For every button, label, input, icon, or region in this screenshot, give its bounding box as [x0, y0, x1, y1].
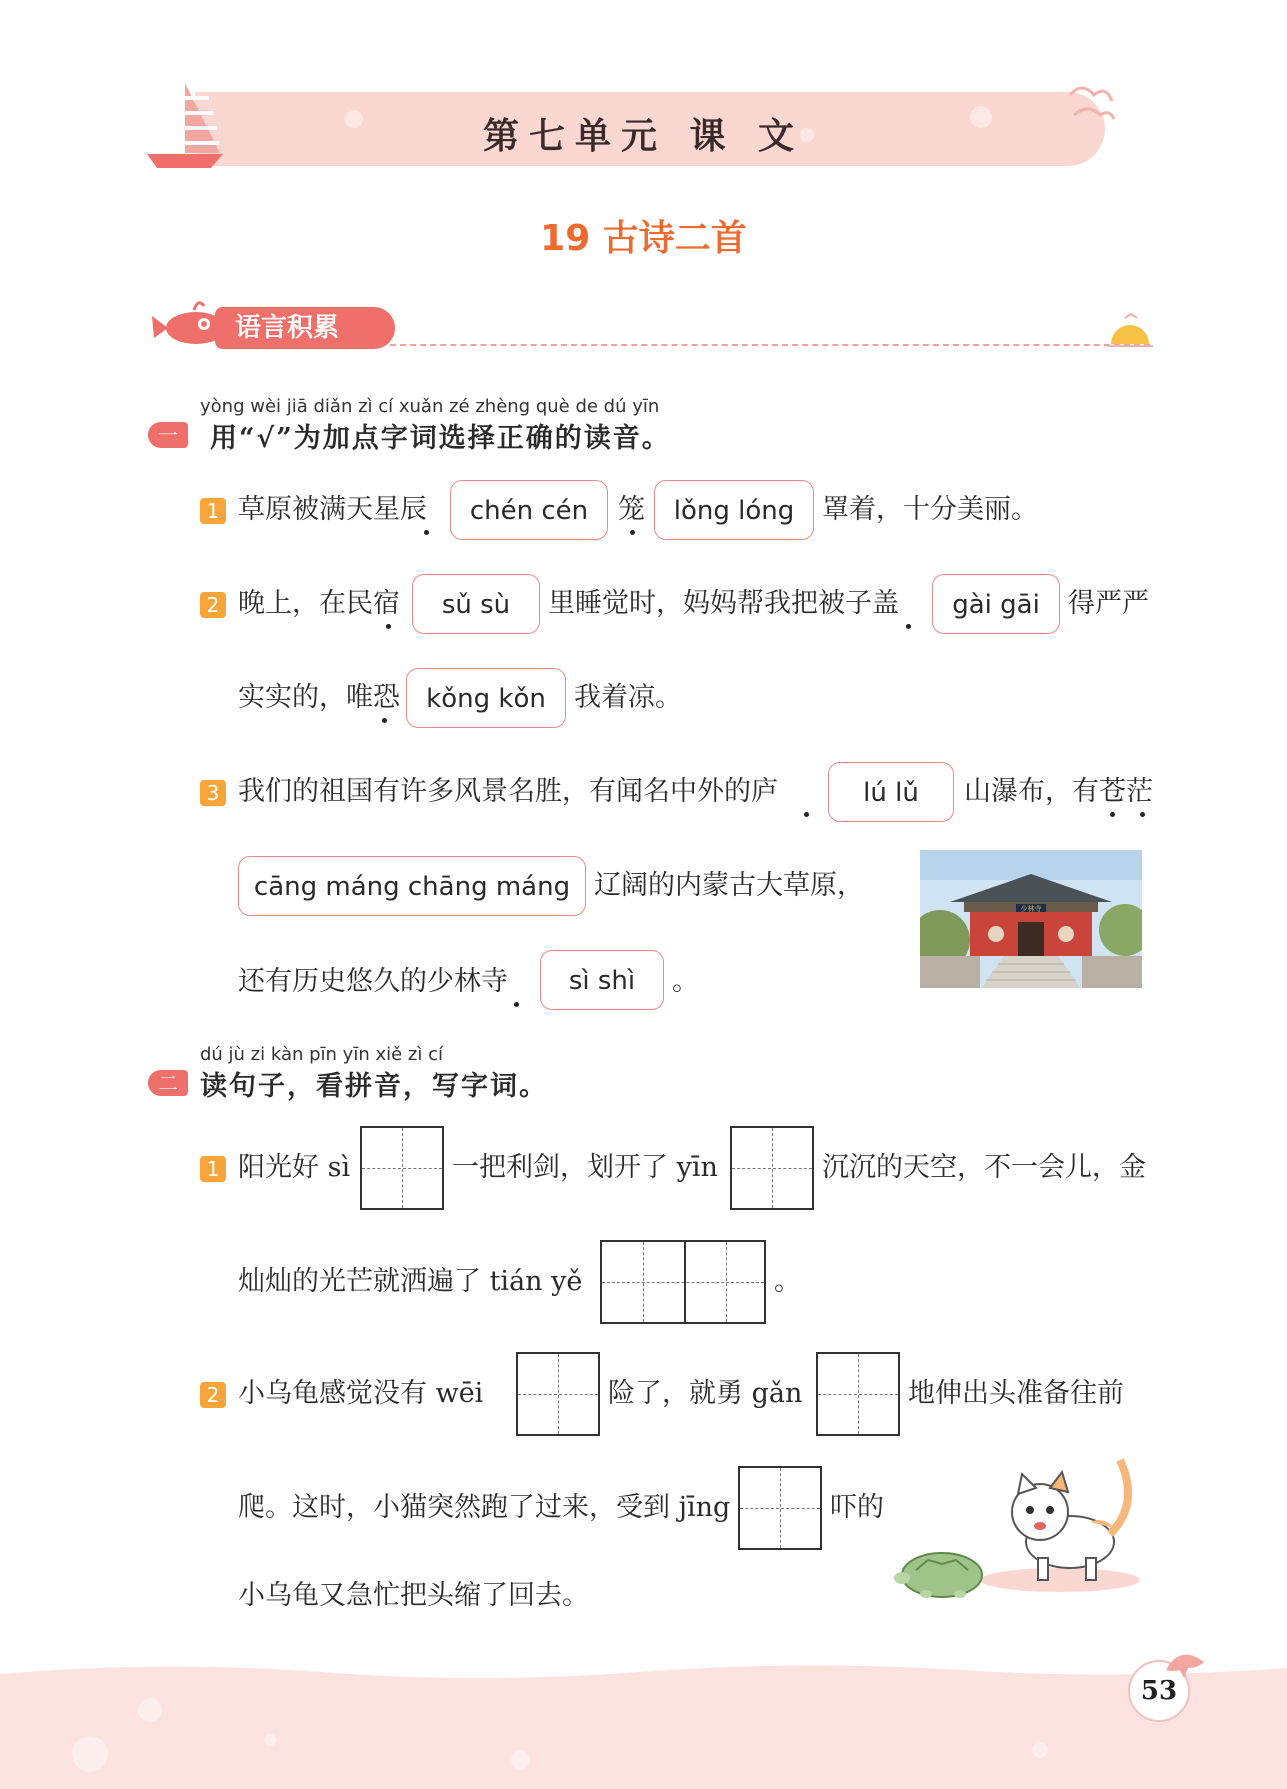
q1-item3-text: 辽阔的内蒙古大草原，: [594, 870, 864, 901]
sun-icon: [1105, 310, 1155, 350]
writing-grid[interactable]: [516, 1352, 600, 1436]
unit-title: 第七单元 课 文: [482, 116, 805, 157]
writing-grid[interactable]: [738, 1466, 822, 1550]
item-number: 1: [200, 498, 226, 524]
emphasis-dot: [906, 624, 911, 629]
pinyin-choice[interactable]: sǔ sù: [412, 574, 540, 634]
q1-item1-text: 罩着，十分美丽。: [822, 494, 1038, 525]
q2-instruction: 读句子，看拼音，写字词。: [200, 1071, 548, 1102]
q2-number: 二: [148, 1070, 188, 1096]
item-number: 1: [200, 1156, 226, 1182]
dolphin-icon: [1160, 1640, 1210, 1690]
q1-item2-text: 实实的，唯恐: [238, 682, 400, 713]
pinyin-choice[interactable]: sì shì: [540, 950, 664, 1010]
pinyin-choice[interactable]: lú lǔ: [828, 762, 954, 822]
item-number: 3: [200, 780, 226, 806]
q1-item3-text: 山瀑布，有苍茫: [964, 776, 1153, 807]
emphasis-dot: [514, 1002, 519, 1007]
item-number: 2: [200, 1382, 226, 1408]
q1-item3-text: 还有历史悠久的少林寺: [238, 966, 508, 997]
footer-wave: [0, 1660, 1287, 1789]
pinyin-choice[interactable]: lǒng lóng: [654, 480, 814, 540]
q2-item2-text: 小乌龟感觉没有 wēi: [238, 1378, 484, 1409]
emphasis-dot: [1140, 812, 1145, 817]
emphasis-dot: [382, 718, 387, 723]
emphasis-dot: [386, 624, 391, 629]
q2-item1-text: 灿灿的光芒就洒遍了 tián yě: [238, 1266, 583, 1297]
q1-pinyin: yòng wèi jiā diǎn zì cí xuǎn zé zhèng què de dú yīn: [200, 396, 660, 417]
q2-item1-text: 沉沉的天空，不一会儿，金: [822, 1152, 1146, 1183]
q1-item2-text: 得严严: [1068, 588, 1149, 619]
q1-item3-text: 。: [672, 966, 699, 997]
writing-grid[interactable]: [600, 1240, 766, 1324]
q1-item2-text: 我着凉。: [574, 682, 682, 713]
emphasis-dot: [424, 530, 429, 535]
writing-grid[interactable]: [730, 1126, 814, 1210]
pinyin-choice[interactable]: kǒng kǒn: [406, 668, 566, 728]
q1-item3-text: 我们的祖国有许多风景名胜，有闻名中外的庐: [238, 776, 778, 807]
section-divider: [390, 344, 1150, 346]
writing-grid[interactable]: [360, 1126, 444, 1210]
q2-item2-text: 地伸出头准备往前: [908, 1378, 1124, 1409]
q1-item1-text: 笼: [618, 494, 645, 525]
lesson-title: 19 古诗二首: [540, 218, 747, 259]
q2-item1-text: 一把利剑，划开了 yīn: [452, 1152, 718, 1183]
q2-item2-text: 吓的: [830, 1492, 884, 1523]
pinyin-choice[interactable]: chén cén: [450, 480, 608, 540]
q2-item1-text: 阳光好 sì: [238, 1152, 351, 1183]
q1-item2-text: 里睡觉时，妈妈帮我把被子盖: [548, 588, 899, 619]
pinyin-choice[interactable]: gài gāi: [932, 574, 1060, 634]
q1-item2-text: 晚上，在民宿: [238, 588, 400, 619]
q2-item2-text: 小乌龟又急忙把头缩了回去。: [238, 1580, 589, 1611]
q2-item1-text: 。: [774, 1266, 801, 1297]
writing-grid[interactable]: [816, 1352, 900, 1436]
q1-number: 一: [148, 422, 188, 448]
shaolin-temple-photo: [920, 850, 1142, 988]
temple-sign: 少林寺: [1020, 905, 1042, 913]
pinyin-choice[interactable]: cāng máng chāng máng: [238, 856, 586, 916]
q2-item2-text: 险了，就勇 gǎn: [608, 1378, 803, 1409]
q2-item2-text: 爬。这时，小猫突然跑了过来，受到 jīng: [238, 1492, 731, 1523]
q1-instruction: 用“√”为加点字词选择正确的读音。: [210, 423, 671, 454]
emphasis-dot: [630, 530, 635, 535]
q2-pinyin: dú jù zi kàn pīn yīn xiě zì cí: [200, 1044, 443, 1065]
cat-and-turtle-illustration: [890, 1450, 1150, 1600]
q1-item1-text: 草原被满天星辰: [238, 494, 427, 525]
emphasis-dot: [1110, 812, 1115, 817]
page-number: 53: [1128, 1660, 1190, 1722]
item-number: 2: [200, 592, 226, 618]
emphasis-dot: [804, 812, 809, 817]
section-tab: 语言积累: [215, 307, 395, 349]
